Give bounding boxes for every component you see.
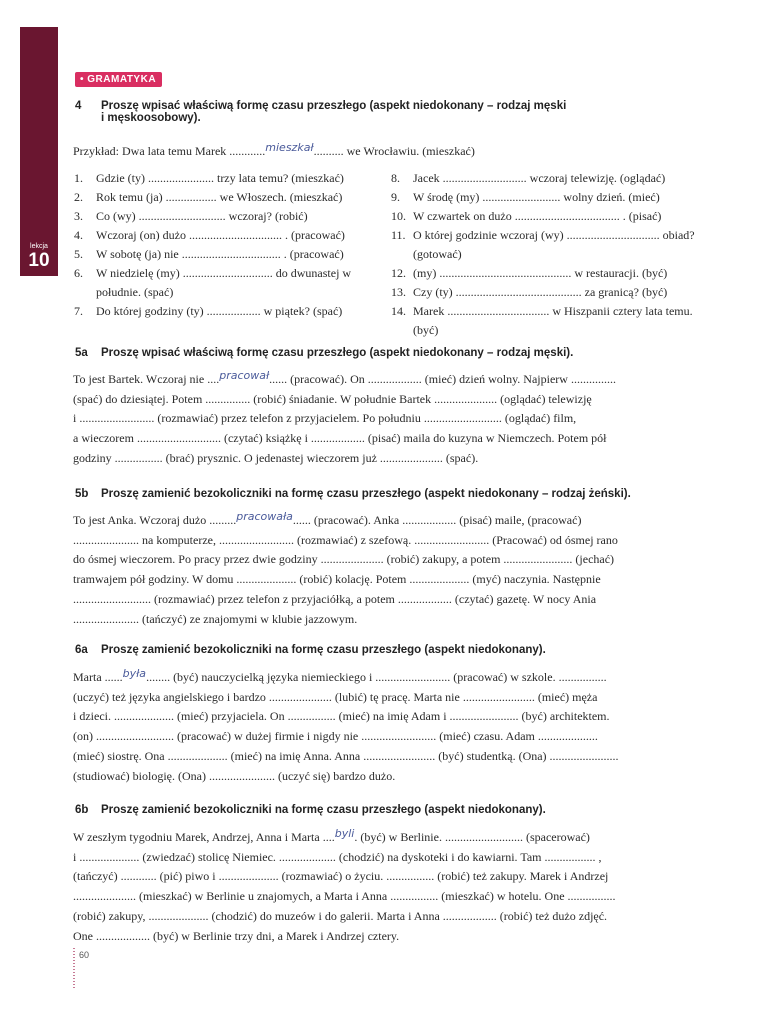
page-dots-decoration: [73, 948, 75, 988]
item-number: 5.: [74, 247, 83, 261]
exercise-item: [74, 264, 379, 302]
ex5b-line6: ...................... (tańczyć) ze znajomymi w klubie jazzowym.: [73, 611, 358, 626]
exercise-item: [74, 207, 379, 226]
exercise-item: [74, 245, 379, 264]
ex5a-line1: [73, 370, 703, 390]
ex6a-title-text: Proszę zamienić bezokoliczniki na formę czasu przeszłego (aspekt niedokonany).: [101, 644, 546, 656]
ex4-right-column: [391, 169, 701, 340]
ex5a-line3: i ......................... (rozmawiać) przez telefon z przyjacielem. Po południu .......................... (oglądać) film,: [73, 411, 577, 426]
ex6a-title: 6a Proszę zamienić bezokoliczniki na formę czasu przeszłego (aspekt niedokonany).: [75, 644, 546, 656]
item-text: W środę (my) .......................... wolny dzień. (mieć): [413, 190, 660, 204]
item-number: 2.: [74, 190, 83, 204]
ex4-example-answer: mieszkał: [265, 141, 314, 154]
ex6a-line6: (studiować) biologię. (Ona) ...................... (uczyć się) bardzo dużo.: [73, 768, 396, 783]
ex4-example-pre: Przykład: Dwa lata temu Marek ............: [73, 144, 266, 158]
exercise-item: [74, 226, 379, 245]
ex5a-line2: (spać) do dziesiątej. Potem ............... (robić) śniadanie. W południe Bartek ..................... (oglądać) telewizję: [73, 391, 592, 406]
ex5b-line5: .......................... (rozmawiać) przez telefon z przyjaciółką, a potem .................. (czytać) gazetę. W nocy Ania: [73, 591, 597, 606]
exercise-item: [391, 169, 701, 188]
ex6a-answer: była: [122, 667, 147, 680]
item-text: Czy (ty) .......................................... za granicą? (być): [413, 285, 668, 299]
item-number: 8.: [391, 171, 400, 185]
ex6b-title: 6b Proszę zamienić bezokoliczniki na formę czasu przeszłego (aspekt niedokonany).: [75, 804, 546, 816]
ex5a-line4: a wieczorem ............................ (czytać) książkę i .................. (pisać) maila do kuzyna w Niemczech. Potem pół: [73, 431, 607, 446]
item-text: W czwartek on dużo ................................... . (pisać): [413, 209, 662, 223]
ex6a-text: [73, 668, 703, 786]
ex6b-title-text: Proszę zamienić bezokoliczniki na formę czasu przeszłego (aspekt niedokonany).: [101, 804, 546, 816]
ex4-example-post: .......... we Wrocławiu. (mieszkać): [313, 144, 475, 158]
ex5b-line3: do ósmej wieczorem. Po pracy przez dwie godziny ..................... (robić) zakupy, a potem ....................... (jechać): [73, 552, 615, 567]
item-text: Co (wy) ............................. wczoraj? (robić): [96, 209, 308, 223]
item-text: Rok temu (ja) ................. we Włoszech. (mieszkać): [96, 190, 343, 204]
item-text: W sobotę (ja) nie ................................. . (pracować): [96, 247, 344, 261]
exercise-item: [391, 207, 701, 226]
item-number: 13.: [391, 285, 406, 299]
item-number: 10.: [391, 209, 406, 223]
ex5a-l1-pre: To jest Bartek. Wczoraj nie ....: [73, 372, 220, 386]
ex5b-title-text: Proszę zamienić bezokoliczniki na formę czasu przeszłego (aspekt niedokonany – rodzaj żeński).: [101, 488, 631, 500]
ex5b-title: 5b Proszę zamienić bezokoliczniki na formę czasu przeszłego (aspekt niedokonany – rodzaj żeński).: [75, 488, 631, 500]
ex4-number: 4: [75, 100, 82, 112]
ex6b-answer: byli: [334, 827, 355, 840]
ex4-example: [73, 142, 475, 162]
item-number: 7.: [74, 304, 83, 318]
exercise-item: [391, 226, 701, 264]
ex5b-line2: ...................... na komputerze, ......................... (rozmawiać) z szefową. ......................... (Pracować) od ósmej rano: [73, 532, 618, 547]
exercise-item: [391, 264, 701, 283]
item-text: Gdzie (ty) ...................... trzy lata temu? (mieszkać): [96, 171, 344, 185]
ex6b-line2: i .................... (zwiedzać) stolicę Niemiec. ................... (chodzić) na dyskoteki i do kawiarni. Tam ................. ,: [73, 849, 602, 864]
ex6a-line5: (mieć) siostrę. Ona .................... (mieć) na imię Anna. Anna ........................ (być) studentką. (Ona) .......................: [73, 748, 619, 763]
ex4-title-line1: Proszę wpisać właściwą formę czasu przeszłego (aspekt niedokonany – rodzaj męski: [101, 100, 567, 112]
ex6b-text: [73, 828, 703, 946]
ex4-left-column: [74, 169, 379, 321]
ex4-title-line2: i męskoosobowy).: [101, 112, 201, 124]
item-text: Marek .................................. w Hiszpanii cztery lata temu. (być): [413, 304, 693, 337]
grammar-badge: • GRAMATYKA: [75, 72, 162, 87]
ex4-title: [75, 100, 566, 124]
ex6b-line1: [73, 828, 703, 848]
lesson-word: lekcja: [30, 243, 48, 250]
exercise-item: [74, 302, 379, 321]
ex6b-line4: ..................... (mieszkać) w Berlinie u znajomych, a Marta i Anna ................ (mieszkać) w hotelu. One ................: [73, 889, 616, 904]
ex5b-l1-pre: To jest Anka. Wczoraj dużo .........: [73, 513, 237, 527]
ex5b-line1: [73, 511, 703, 531]
exercise-item: [391, 302, 701, 340]
exercise-item: [74, 169, 379, 188]
ex5a-line5: godziny ................ (brać) prysznic. O jedenastej wieczorem już ..................... (spać).: [73, 450, 479, 465]
ex6b-line6: One .................. (być) w Berlinie trzy dni, a Marek i Andrzej cztery.: [73, 928, 400, 943]
ex5a-l1-post: ...... (pracować). On .................. (mieć) dzień wolny. Najpierw ...............: [269, 372, 616, 386]
lesson-number: 10: [28, 250, 50, 271]
ex6a-line1: [73, 668, 703, 688]
item-number: 9.: [391, 190, 400, 204]
ex5b-l1-post: ...... (pracować). Anka .................. (pisać) maile, (pracować): [292, 513, 582, 527]
exercise-item: [391, 188, 701, 207]
item-number: 6.: [74, 266, 83, 280]
ex6a-line4: (on) .......................... (pracować) w dużej firmie i nigdy nie ......................... (mieć) czasu. Adam ....................: [73, 729, 598, 744]
ex5b-line4: tramwajem pół godziny. W domu .................... (robić) kolację. Potem .................... (myć) naczynia. Następnie: [73, 572, 601, 587]
item-text: Jacek ............................ wczoraj telewizję. (oglądać): [413, 171, 666, 185]
ex6b-line5: (robić) zakupy, .................... (chodzić) do muzeów i do galerii. Marta i Anna .................. (robić) też dużo zdjęć.: [73, 908, 608, 923]
ex6a-line3: i dzieci. .................... (mieć) przyjaciela. On ................ (mieć) na imię Adam i ....................... (być) architektem.: [73, 709, 610, 724]
item-text: Wczoraj (on) dużo ............................... . (pracować): [96, 228, 345, 242]
grammar-badge-label: GRAMATYKA: [87, 74, 157, 85]
ex6b-line3: (tańczyć) ............ (pić) piwo i .................... (rozmawiać) o życiu. ................ (robić) też zakupy. Marek i Andrzej: [73, 869, 609, 884]
ex6a-line2: (uczyć) też języka angielskiego i bardzo ..................... (lubić) tę pracę. Marta nie ........................ (mieć) męża: [73, 689, 598, 704]
item-text: W niedzielę (my) .............................. do dwunastej w południe. (spać): [96, 266, 352, 299]
page-number: 60: [79, 950, 90, 960]
item-number: 1.: [74, 171, 83, 185]
item-text: O której godzinie wczoraj (wy) ............................... obiad? (gotować): [413, 228, 695, 261]
ex5a-text: [73, 370, 703, 469]
ex5b-text: [73, 511, 703, 629]
exercise-item: [391, 283, 701, 302]
ex5a-title-text: Proszę wpisać właściwą formę czasu przeszłego (aspekt niedokonany – rodzaj męski).: [101, 347, 574, 359]
lesson-sidebar: [20, 27, 58, 276]
ex6a-l1-pre: Marta ......: [73, 670, 123, 684]
item-number: 4.: [74, 228, 83, 242]
item-number: 12.: [391, 266, 406, 280]
item-text: Do której godziny (ty) .................. w piątek? (spać): [96, 304, 343, 318]
item-number: 11.: [391, 228, 406, 242]
ex6a-l1-post: ........ (być) nauczycielką języka niemieckiego i ......................... (pracować) w szkole. ................: [146, 670, 607, 684]
item-text: (my) ............................................ w restauracji. (być): [413, 266, 668, 280]
lesson-marker: [20, 243, 58, 271]
ex5a-answer: pracował: [219, 369, 270, 382]
exercise-item: [74, 188, 379, 207]
item-number: 3.: [74, 209, 83, 223]
ex6b-l1-post: . (być) w Berlinie. .......................... (spacerować): [354, 830, 590, 844]
item-number: 14.: [391, 304, 406, 318]
ex6b-l1-pre: W zeszłym tygodniu Marek, Andrzej, Anna i Marta ....: [73, 830, 335, 844]
ex5a-title: 5a Proszę wpisać właściwą formę czasu przeszłego (aspekt niedokonany – rodzaj męski).: [75, 347, 574, 359]
ex5b-answer: pracowała: [236, 510, 293, 523]
